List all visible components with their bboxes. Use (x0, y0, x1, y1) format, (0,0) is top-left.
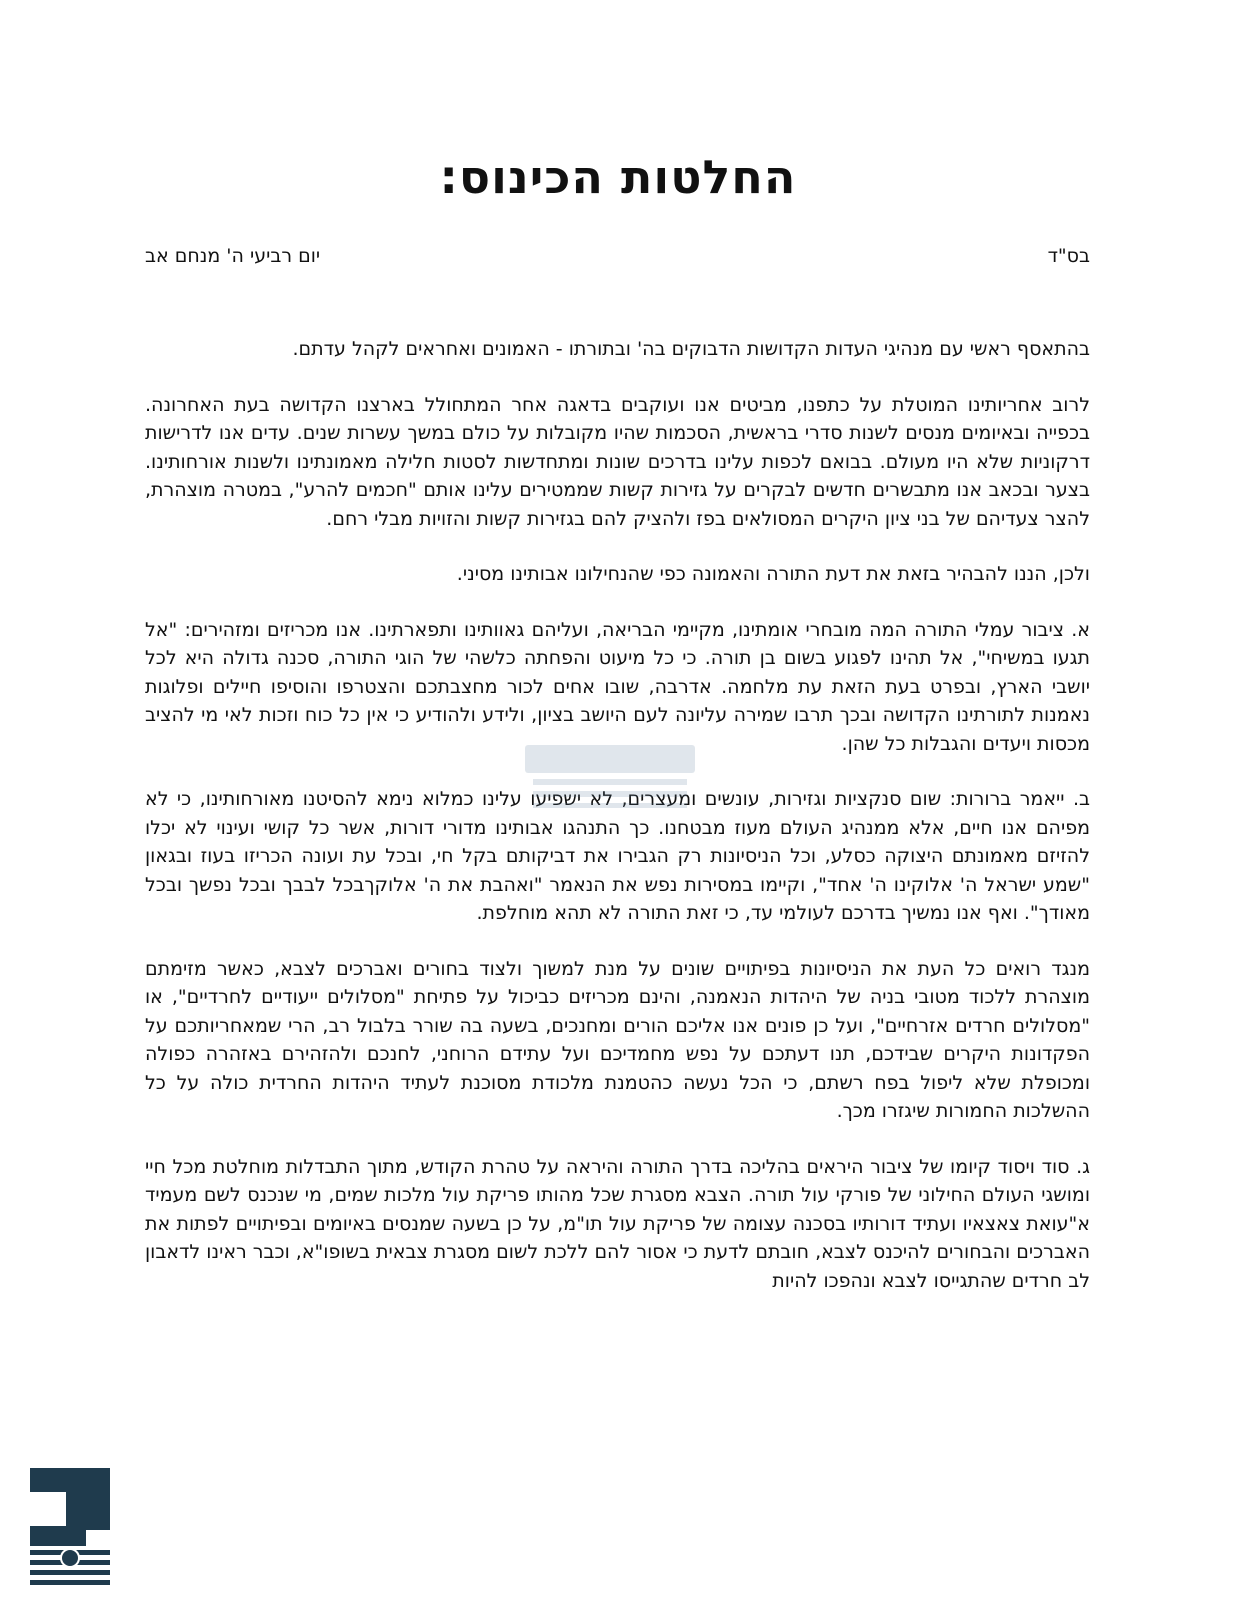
paragraph-background: לרוב אחריותינו המוטלת על כתפנו, מביטים אנו ועוקבים בדאגה אחר המתחולל בארצנו הקדושה בעת האחרונה. בכפייה ובאיומים מנסים לשנות סדרי בראשית, הסכמות שהיו מקובלות על כולם במשך עשרות שנים. עדים אנו לדרישות דרקוניות שלא היו מעולם. בבואם לכפות עלינו בדרכים שונות ומתחדשות לסטות חלילה מאמונתינו ולשנות אורחותינו. בצער ובכאב אנו מתבשרים חדשים לבקרים על גזירות קשות שממטירים עלינו אותם "חכמים להרע", במטרה מוצהרת, להצר צעדיהם של בני ציון היקרים המסולאים בפז ולהציק להם בגזירות קשות והזויות מבלי רחם. (145, 393, 1090, 530)
document-body (145, 335, 1090, 1322)
page-title: החלטות הכינוס: (439, 150, 797, 204)
bsd-mark: בס"ד (1047, 245, 1090, 267)
paragraph-declaration: ולכן, הננו להבהיר בזאת את דעת התורה והאמונה כפי שהנחילונו אבותינו מסיני. (456, 563, 1090, 585)
paragraph-parents-warning: מנגד רואים כל העת את הניסיונות בפיתויים שונים על מנת למשוך ולצוד בחורים ואברכים לצבא, כאשר מזימתם מוצהרת ללכוד מטובי בניה של היהדות הנאמנה, והינם מכריזים כביכול על פתיחת "מסלולים ייעודיים לחרדיים", או "מסלולים חרדים אזרחיים", ועל כן פונים אנו אליכם הורים ומחנכים, בשעה בה שורר בלבול רב, הרי שמאחריותכם על הפקדונות היקרים שבידכם, תנו דעתכם על נפש מחמדיכם ועל עתידם הרוחני, לחנכם ולהזהירם באזהרה כפולה ומכופלת שלא ליפול בפח רשתם, כי הכל נעשה כהטמנת מלכודת מסוכנת לעתיד היהדות החרדית כולה על כל ההשלכות החמורות שיגזרו מכך. (145, 957, 1090, 1122)
document-date: יום רביעי ה' מנחם אב (145, 245, 321, 267)
paragraph-intro: בהתאסף ראשי עם מנהיגי העדות הקדושות הדבוקים בה' ובתורתו - האמונים ואחראים לקהל עדתם. (292, 338, 1090, 360)
paragraph-section-c: ג. סוד ויסוד קיומו של ציבור היראים בהליכה בדרך התורה והיראה על טהרת הקודש, מתוך התבדלות מוחלטת מכל חיי ומושגי העולם החילוני של פורקי עול תורה. הצבא מסגרת שכל מהותו פריקת עול מלכות שמים, מי שנכנס לשם מעמיד א"עואת צאצאיו ועתיד דורותיו בסכנה עצומה של פריקת עול תו"מ, על כן בשעה שמנסים באיומים ובפיתויים לפתות את האברכים והבחורים להיכנס לצבא, חובתם לדעת כי אסור להם ללכת לשום מסגרת צבאית בשופו"א, וכבר ראינו לדאבון לב חרדים שהתגייסו לצבא ונהפכו להיות (145, 1155, 1090, 1292)
paragraph-section-a: א. ציבור עמלי התורה המה מובחרי אומתינו, מקיימי הבריאה, ועליהם גאוותינו ותפארתינו. אנו מכריזים ומזהירים: "אל תגעו במשיחי", אל תהינו לפגוע בשום בן תורה. כי כל מיעוט והפחתה כלשהי של הוגי התורה, סכנה גדולה היא לכל יושבי הארץ, ובפרט בעת הזאת עת מלחמה. אדרבה, שובו אחים לכור מחצבתכם והצטרפו והוסיפו חיילים ופלוגות נאמנות לתורתינו הקדושה ובכך תרבו שמירה עליונה לעם היושב בציון, ולידע ולהודיע כי אין כל כוח וזכות לאי מי להציב מכסות ויעדים והגבלות כל שהן. (145, 618, 1090, 755)
paragraph-section-b: ב. ייאמר ברורות: שום סנקציות וגזירות, עונשים ומעצרים, לא ישפיעו עלינו כמלוא נימא להסיטנו מאורחותינו, כי לא מפיהם אנו חיים, אלא ממנהיג העולם מעוז מבטחנו. כך התנהגו אבותינו מדורי דורות, אשר כל קושי ועינוי לא יכלו להזיזם מאמונתם היצוקה כסלע, וכל הניסיונות רק הגבירו את דביקותם בקל חי, ובכל עת ועונה הכריזו בעוז ובגאון "שמע ישראל ה' אלוקינו ה' אחד", וקיימו במסירות נפש את הנאמר "ואהבת את ה' אלוקךבכל לבבך ובכל נפשך ובכל מאודך". ואף אנו נמשיך בדרכם לעולמי עד, כי זאת התורה לא תהא מוחלפת. (145, 788, 1090, 924)
watermark-logo-icon (525, 735, 695, 810)
organization-logo-icon (30, 1468, 110, 1588)
